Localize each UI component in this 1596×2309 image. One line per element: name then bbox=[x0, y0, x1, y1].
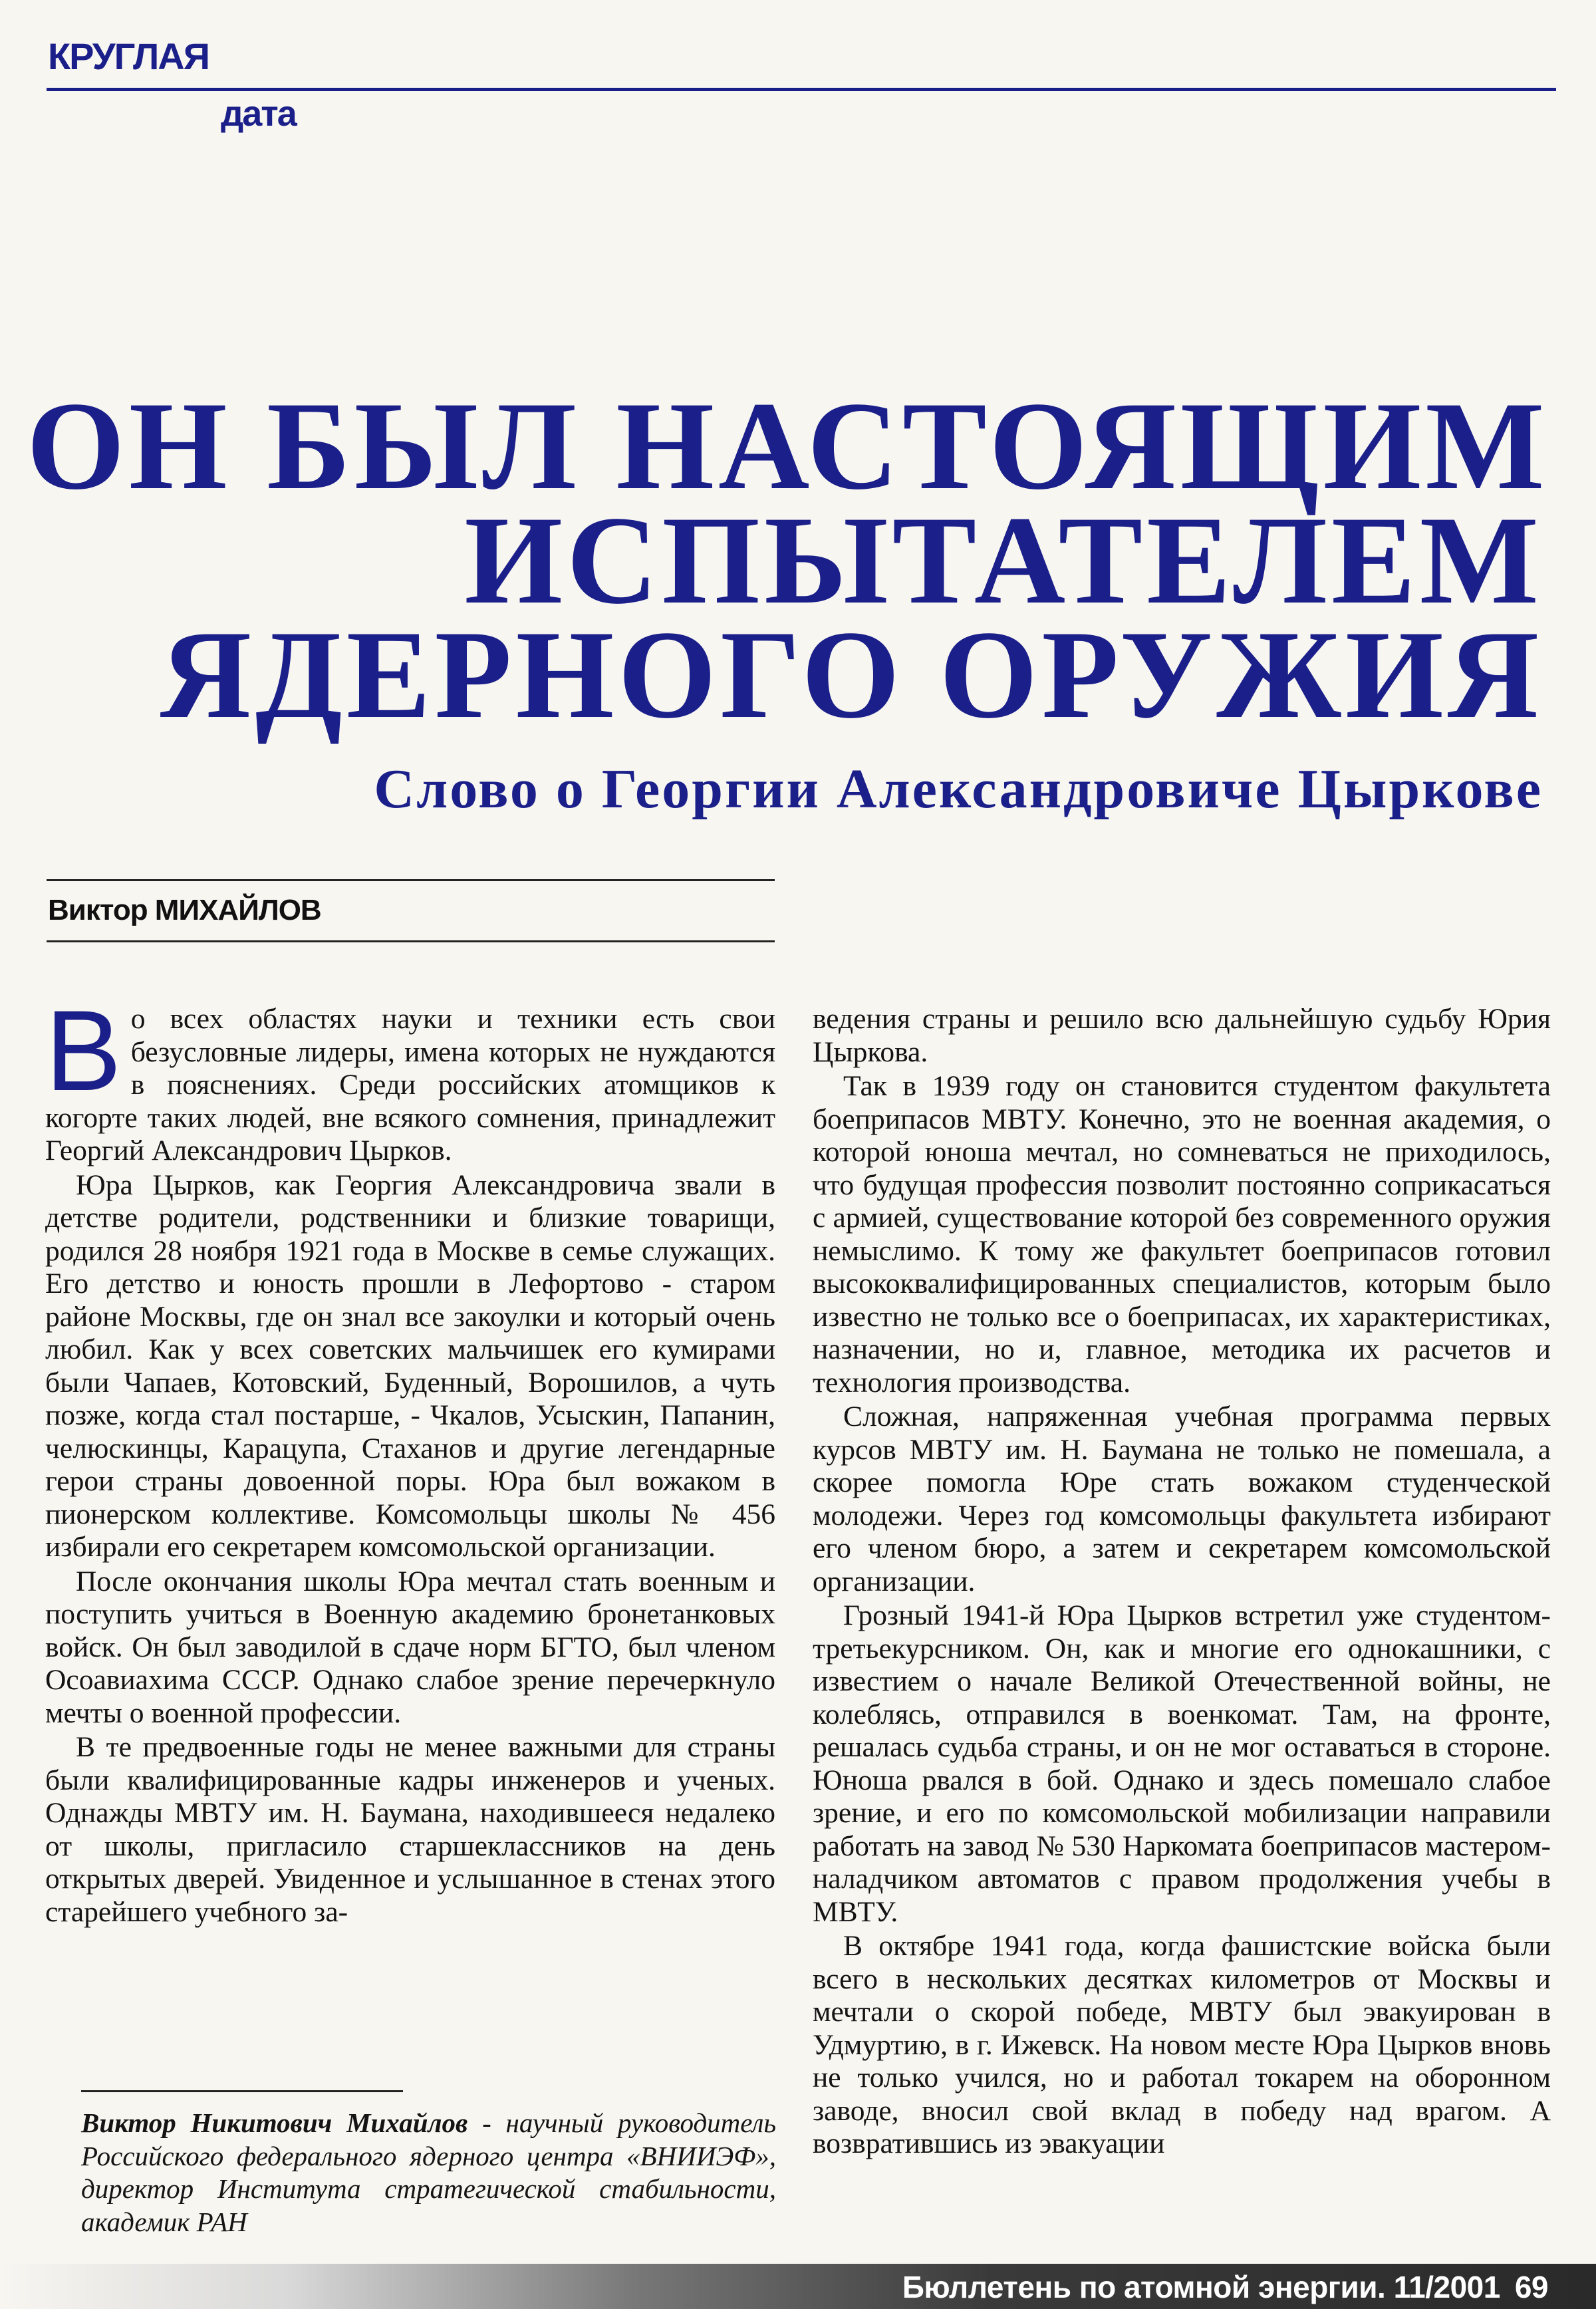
rubric-subtitle: дата bbox=[221, 94, 296, 134]
headline-line-1: ОН БЫЛ НАСТОЯЩИМ bbox=[27, 376, 1549, 516]
drop-cap: В bbox=[45, 987, 122, 1115]
journal-name: Бюллетень по атомной энергии. 11/2001 bbox=[902, 2270, 1500, 2304]
article-headline bbox=[27, 376, 1549, 745]
paragraph-3: После окончания школы Юра мечтал стать военным и поступить учиться в Военную академию бронетанковых войск. Он был заводилой в сдаче норм БГТО, был членом Осоавиахима СССР. Однако слабое зрение перечеркнуло мечты о военной профессии. bbox=[45, 1565, 775, 1729]
footnote-text: - научный руководитель Российского федерального ядерного центра «ВНИИЭФ», директор Института стратегической стабильности, академик РАН bbox=[81, 2107, 776, 2237]
paragraph-6: Сложная, напряженная учебная программа первых курсов МВТУ им. Н. Баумана не только не помешала, а скорее помогла Юре стать вожаком студенческой молодежи. Через год комсомольцы факультета избирают его членом бюро, а затем и секретарем комсомольской организации. bbox=[813, 1401, 1551, 1597]
author-byline: Виктор МИХАЙЛОВ bbox=[48, 894, 321, 926]
paragraph-8: В октябре 1941 года, когда фашистские войска были всего в нескольких десятках километров от Москвы и мечтали о скорой победе, МВТУ был эвакуирован в Удмуртию, в г. Ижевск. На новом месте Юра Цырков вновь не только учился, но и работал токарем на оборонном заводе, вносил свой вклад в победу над врагом. А возвратившись из эвакуации bbox=[813, 1930, 1551, 2159]
footer bbox=[902, 2269, 1548, 2305]
paragraph-5: Так в 1939 году он становится студентом факультета боеприпасов МВТУ. Конечно, это не военная академия, о которой юноша мечтал, но сомневаться не приходилось, что будущая профессия позволит постоянно соприкасаться с армией, существование которой без современного оружия немыслимо. К тому же факультет боеприпасов готовил высококвалифицированных специалистов, которым было известно не только все о боеприпасах, их характеристиках, назначении, но и, главное, методика их расчетов и технология производства. bbox=[813, 1070, 1551, 1399]
rubric-title: КРУГЛАЯ bbox=[48, 35, 209, 77]
footnote-author-name: Виктор Никитович Михайлов bbox=[81, 2107, 468, 2138]
paragraph-1-text: о всех областях науки и техники есть свои безусловные лидеры, имена которых не нуждаются в пояснениях. Среди российских атомщиков к когорте таких людей, вне всякого сомнения, принадлежит Георгий Александрович Цырков. bbox=[45, 1003, 775, 1166]
paragraph-2: Юра Цырков, как Георгия Александровича звали в детстве родители, родственники и близкие товарищи, родился 28 ноября 1921 года в Москве в семье служащих. Его детство и юность прошли в Лефортово - старом районе Москвы, где он знал все закоулки и который очень любил. Как у всех советских мальчишек его кумирами были Чапаев, Котовский, Буденный, Ворошилов, а чуть позже, когда стал постарше, - Чкалов, Усыскин, Папанин, челюскинцы, Карацупа, Стаханов и другие легендарные герои страны довоенной поры. Юра был вожаком в пионерском коллективе. Комсомольцы школы № 456 избирали его секретарем комсомольской организации. bbox=[45, 1168, 775, 1563]
author-footnote bbox=[81, 2107, 776, 2239]
article-column-right bbox=[813, 1003, 1551, 2161]
byline-rule-bottom bbox=[47, 940, 775, 942]
paragraph-7: Грозный 1941-й Юра Цырков встретил уже студентом-третьекурсником. Он, как и многие его однокашники, с известием о начале Великой Отечественной войны, не колеблясь, отправился в военкомат. Там, на фронте, решалась судьба страны, и он не мог оставаться в стороне. Юноша рвался в бой. Однако и здесь помешало слабое зрение, и его по комсомольской мобилизации направили работать на завод № 530 Наркомата боеприпасов мастером-наладчиком автоматов с правом продолжения учебы в МВТУ. bbox=[813, 1599, 1551, 1928]
headline-line-2: ИСПЫТАТЕЛЕМ bbox=[464, 491, 1543, 630]
headline-line-3: ЯДЕРНОГО ОРУЖИЯ bbox=[160, 605, 1543, 745]
article-subtitle: Слово о Георгии Александровиче Цыркове bbox=[374, 758, 1543, 820]
page-number: 69 bbox=[1514, 2270, 1548, 2304]
paragraph-1 bbox=[45, 987, 775, 1168]
footnote-rule bbox=[81, 2090, 403, 2092]
paragraph-4: В те предвоенные годы не менее важными для страны были квалифицированные кадры инженеров и ученых. Однажды МВТУ им. Н. Баумана, находившееся недалеко от школы, пригласило старшеклассников на день открытых дверей. Увиденное и услышанное в стенах этого старейшего учебного за- bbox=[45, 1731, 775, 1928]
article-column-left bbox=[45, 987, 775, 1929]
byline-rule-top bbox=[47, 879, 775, 881]
rubric-divider bbox=[47, 88, 1556, 91]
paragraph-4-continued: ведения страны и решило всю дальнейшую судьбу Юрия Цыркова. bbox=[813, 1003, 1551, 1068]
